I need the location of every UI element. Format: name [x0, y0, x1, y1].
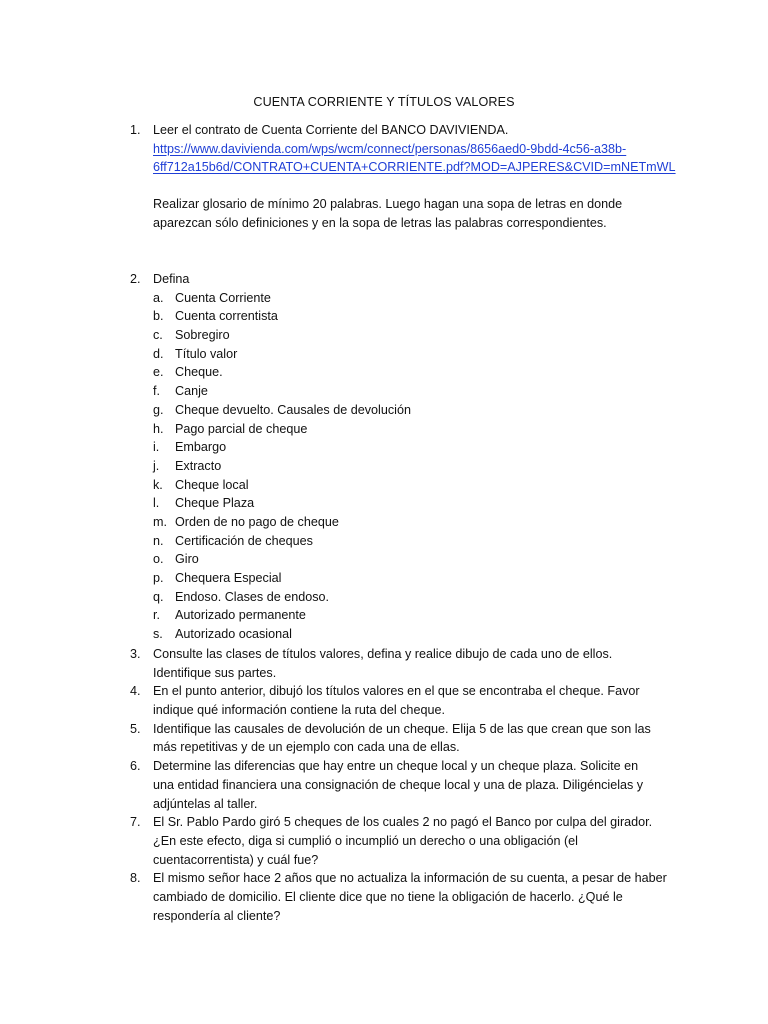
numbered-item — [0, 645, 768, 664]
item-text: Determine las diferencias que hay entre un cheque local y un cheque plaza. Solicite en — [153, 759, 639, 774]
numbered-item-continuation — [0, 888, 768, 907]
item-text: una entidad financiera una consignación de cheque local y una de plaza. Diligéncielas y — [153, 777, 644, 792]
numbered-item-continuation — [0, 776, 768, 795]
sublist-text: Orden de no pago de cheque — [175, 514, 339, 529]
instruction-line: aparezcan sólo definiciones y en la sopa de letras las palabras correspondientes. — [153, 215, 607, 230]
item-text: El mismo señor hace 2 años que no actualiza la información de su cuenta, a pesar de haber — [153, 871, 667, 886]
sublist-text: Cheque local — [175, 477, 249, 492]
sublist-letter: a. — [153, 290, 164, 305]
sublist-text: Autorizado permanente — [175, 608, 306, 623]
sublist-text: Título valor — [175, 346, 238, 361]
sublist-letter: i. — [153, 440, 160, 455]
sublist-text: Certificación de cheques — [175, 533, 313, 548]
numbered-item — [0, 869, 768, 888]
item-text: Defina — [153, 272, 190, 286]
document-title: CUENTA CORRIENTE Y TÍTULOS VALORES — [253, 95, 515, 109]
sublist-letter: m. — [153, 514, 167, 529]
sublist-letter: j. — [153, 458, 160, 473]
numbered-item-continuation — [0, 738, 768, 757]
item-2 — [0, 270, 768, 644]
item-text: Identifique sus partes. — [153, 665, 277, 680]
sublist-letter: o. — [153, 552, 164, 567]
sublist-item — [0, 588, 768, 607]
sublist-letter: r. — [153, 608, 160, 623]
item-number: 5. — [130, 721, 141, 736]
sublist-text: Pago parcial de cheque — [175, 421, 308, 436]
numbered-item-continuation — [0, 851, 768, 870]
sublist-item — [0, 420, 768, 439]
contract-link-line-1[interactable]: https://www.davivienda.com/wps/wcm/connect/personas/8656aed0-9bdd-4c56-a38b- — [153, 141, 627, 156]
item-number: 2. — [130, 272, 141, 286]
sublist-item — [0, 307, 768, 326]
numbered-item-continuation — [0, 907, 768, 926]
sublist-text: Embargo — [175, 440, 227, 455]
sublist-letter: n. — [153, 533, 164, 548]
item-text: adjúntelas al taller. — [153, 796, 258, 811]
sublist-item — [0, 345, 768, 364]
item-text: Identifique las causales de devolución de un cheque. Elija 5 de las que crean que son las — [153, 721, 651, 736]
sublist-text: Cuenta correntista — [175, 309, 278, 324]
definitions-sublist — [0, 289, 768, 644]
instruction-line: Realizar glosario de mínimo 20 palabras. Luego hagan una sopa de letras en donde — [153, 197, 623, 211]
sublist-text: Cuenta Corriente — [175, 290, 271, 305]
item-number: 4. — [130, 684, 141, 699]
sublist-text: Giro — [175, 552, 199, 567]
sublist-letter: d. — [153, 346, 164, 361]
contract-link-line-2[interactable]: 6ff712a15b6d/CONTRATO+CUENTA+CORRIENTE.pdf?MOD=AJPERES&CVID=mNETmWL — [153, 160, 676, 175]
sublist-text: Chequera Especial — [175, 571, 282, 585]
numbered-item-continuation — [0, 795, 768, 814]
sublist-item — [0, 532, 768, 551]
item-number: 6. — [130, 759, 141, 774]
item-1-instructions — [0, 195, 768, 232]
sublist-text: Cheque Plaza — [175, 496, 255, 511]
sublist-item — [0, 382, 768, 401]
numbered-item — [0, 682, 768, 701]
item-text: ¿En este efecto, diga si cumplió o incumplió un derecho o una obligación (el — [153, 833, 578, 848]
sublist-letter: c. — [153, 328, 163, 343]
sublist-item — [0, 401, 768, 420]
numbered-list — [0, 645, 768, 925]
sublist-item — [0, 289, 768, 308]
item-text: En el punto anterior, dibujó los títulos valores en el que se encontraba el cheque. Favor — [153, 684, 640, 699]
sublist-item — [0, 494, 768, 513]
sublist-item — [0, 457, 768, 476]
sublist-item — [0, 438, 768, 457]
sublist-letter: e. — [153, 365, 164, 380]
sublist-item — [0, 326, 768, 345]
sublist-item — [0, 550, 768, 569]
sublist-letter: g. — [153, 402, 164, 417]
sublist-text: Extracto — [175, 458, 222, 473]
item-text: cambiado de domicilio. El cliente dice que no tiene la obligación de hacerlo. ¿Qué le — [153, 889, 623, 904]
item-number: 3. — [130, 647, 141, 661]
item-number: 8. — [130, 871, 141, 886]
sublist-item — [0, 625, 768, 644]
sublist-item — [0, 513, 768, 532]
item-text: Consulte las clases de títulos valores, defina y realice dibujo de cada uno de ellos. — [153, 647, 613, 661]
sublist-text: Cheque devuelto. Causales de devolución — [175, 402, 411, 417]
sublist-letter: k. — [153, 477, 163, 492]
sublist-text: Autorizado ocasional — [175, 627, 292, 642]
item-1 — [0, 121, 768, 177]
numbered-item — [0, 813, 768, 832]
sublist-letter: s. — [153, 627, 163, 642]
sublist-text: Sobregiro — [175, 328, 230, 343]
sublist-letter: h. — [153, 421, 164, 436]
sublist-item — [0, 569, 768, 588]
item-text: El Sr. Pablo Pardo giró 5 cheques de los cuales 2 no pagó el Banco por culpa del girador. — [153, 815, 653, 830]
item-text: respondería al cliente? — [153, 908, 281, 923]
sublist-text: Cheque. — [175, 365, 223, 380]
sublist-item — [0, 606, 768, 625]
item-text: indique qué información contiene la ruta del cheque. — [153, 703, 445, 718]
numbered-item-continuation — [0, 701, 768, 720]
numbered-item — [0, 720, 768, 739]
item-text: más repetitivas y de un ejemplo con cada una de ellas. — [153, 740, 460, 755]
numbered-item-continuation — [0, 664, 768, 683]
sublist-text: Canje — [175, 384, 208, 399]
sublist-letter: q. — [153, 589, 164, 604]
item-text: Leer el contrato de Cuenta Corriente del BANCO DAVIVIENDA. — [153, 123, 509, 137]
sublist-letter: l. — [153, 496, 160, 511]
sublist-text: Endoso. Clases de endoso. — [175, 589, 330, 604]
sublist-letter: p. — [153, 571, 164, 585]
numbered-item-continuation — [0, 832, 768, 851]
sublist-letter: f. — [153, 384, 160, 399]
sublist-item — [0, 363, 768, 382]
item-text: cuentacorrentista) y cuál fue? — [153, 852, 319, 867]
sublist-item — [0, 476, 768, 495]
item-number: 1. — [130, 123, 141, 137]
item-number: 7. — [130, 815, 141, 830]
sublist-letter: b. — [153, 309, 164, 324]
numbered-item — [0, 757, 768, 776]
